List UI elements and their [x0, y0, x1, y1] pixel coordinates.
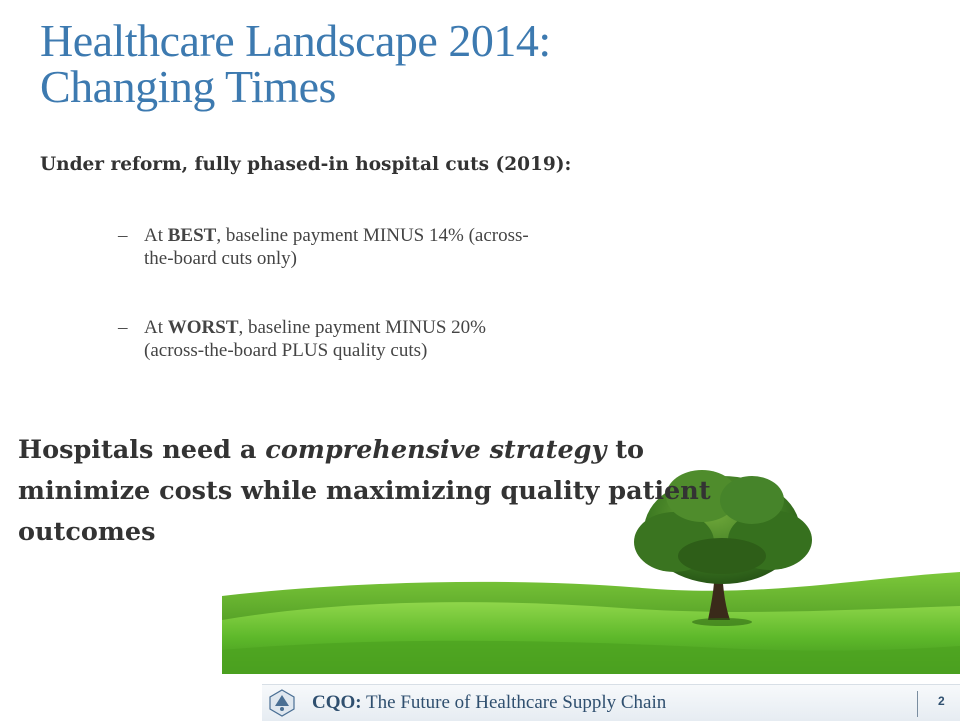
footer-title: CQO: The Future of Healthcare Supply Chain	[312, 692, 667, 713]
bullet-dash: –	[118, 225, 128, 246]
bullet-best	[118, 224, 558, 270]
page-number: 2	[938, 694, 945, 708]
bullet-dash: –	[118, 317, 128, 338]
bullet-text: At BEST, baseline payment MINUS 14% (across-the-board cuts only)	[144, 225, 529, 269]
title-line-2: Changing Times	[40, 61, 336, 112]
title-line-1: Healthcare Landscape 2014:	[40, 15, 551, 66]
cqo-seal-icon	[268, 688, 296, 718]
footer-divider	[917, 691, 918, 717]
slide-title	[40, 15, 551, 112]
bullet-worst	[118, 316, 498, 362]
key-message: Hospitals need a comprehensive strategy to minimize costs while maximizing quality patient outcomes	[18, 435, 711, 547]
subheading: Under reform, fully phased-in hospital cuts (2019):	[40, 154, 572, 175]
footer-bar	[262, 684, 960, 721]
bullet-text: At WORST, baseline payment MINUS 20% (across-the-board PLUS quality cuts)	[144, 317, 486, 361]
